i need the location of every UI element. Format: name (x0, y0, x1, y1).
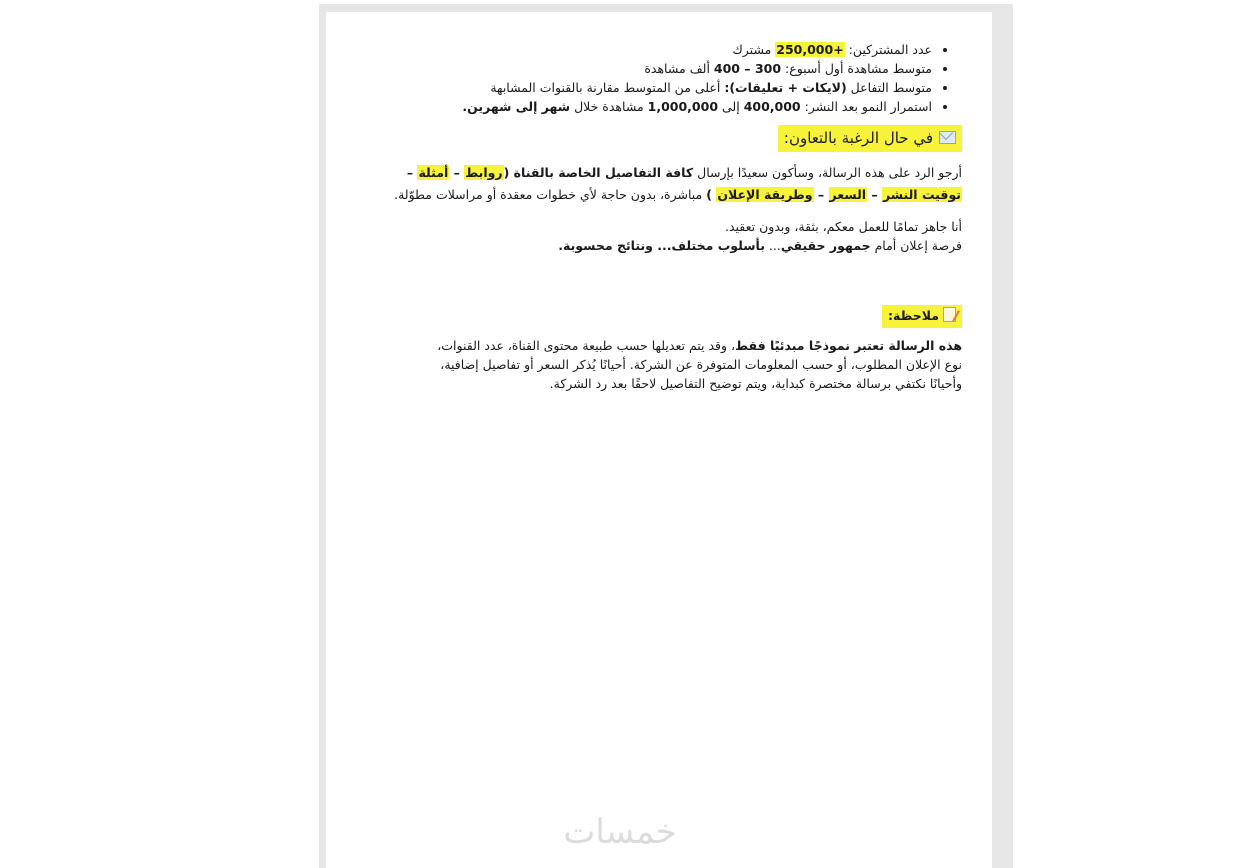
views-value: 300 – 400 (713, 61, 782, 76)
stats-list (358, 40, 962, 116)
watermark-logo: خمسات (563, 812, 677, 852)
cooperation-paragraph: أرجو الرد على هذه الرسالة، وسأكون سعيدًا بإرسال كافة التفاصيل الخاصة بالقناة (روابط – أمثلة – توقيت النشر – السعر – وطريقة الإعلان ) مباشرة، بدون حاجة لأي خطوات معقدة أو مراسلات مطوّلة. (394, 165, 962, 202)
growth-from: 400,000 (743, 99, 801, 114)
engagement-label: (لايكات + تعليقات): (724, 80, 847, 95)
ready-line: أنا جاهز تمامًا للعمل معكم، بثقة، وبدون تعقيد. (724, 219, 962, 234)
links-highlight: روابط (465, 165, 503, 180)
list-item-engagement: • متوسط التفاعل (لايكات + تعليقات): أعلى من المتوسط مقارنة بالقنوات المشابهة (358, 78, 932, 97)
note-heading: ملاحظة: (882, 305, 962, 328)
growth-period: شهر إلى شهرين. (462, 99, 571, 114)
closing-paragraph: أنا جاهز تمامًا للعمل معكم، بثقة، وبدون تعقيد. فرصة إعلان أمام جمهور حقيقي... بأسلوب مختلف... ونتائج محسوبة. (558, 219, 962, 253)
envelope-icon (939, 131, 956, 144)
examples-highlight: أمثلة (418, 165, 449, 180)
subscribers-value: +250,000 (776, 42, 844, 57)
memo-icon (943, 307, 956, 322)
ad-method-highlight: وطريقة الإعلان (717, 187, 813, 202)
note-paragraph: هذه الرسالة تعتبر نموذجًا مبدئيًا فقط، وقد يتم تعديلها حسب طبيعة محتوى القناة، عدد القنوات، نوع الإعلان المطلوب، أو حسب المعلومات المتوفرة عن الشركة. أحيانًا يُذكر السعر أو تفاصيل إضافية، وأحيانًا نكتفي برسالة مختصرة كبداية، ويتم توضيح التفاصيل لاحقًا بعد رد الشركة. (437, 338, 962, 391)
document-page (326, 12, 992, 868)
price-highlight: السعر (829, 187, 867, 202)
list-item-growth: • استمرار النمو بعد النشر: 400,000 إلى 1,000,000 مشاهدة خلال شهر إلى شهرين. (358, 97, 932, 116)
style-text: بأسلوب مختلف... ونتائج محسوبة. (558, 238, 765, 253)
timing-highlight: توقيت النشر (883, 187, 961, 202)
cooperation-heading: في حال الرغبة بالتعاون: (778, 125, 962, 152)
document-content (358, 40, 962, 393)
list-item-subscribers: • عدد المشتركين: +250,000 مشترك (358, 40, 932, 59)
note-bold: هذه الرسالة تعتبر نموذجًا مبدئيًا فقط (735, 338, 962, 353)
audience-text: جمهور حقيقي (780, 238, 871, 253)
list-item-views: • متوسط مشاهدة أول أسبوع: 300 – 400 ألف مشاهدة (358, 59, 932, 78)
growth-to: 1,000,000 (647, 99, 719, 114)
